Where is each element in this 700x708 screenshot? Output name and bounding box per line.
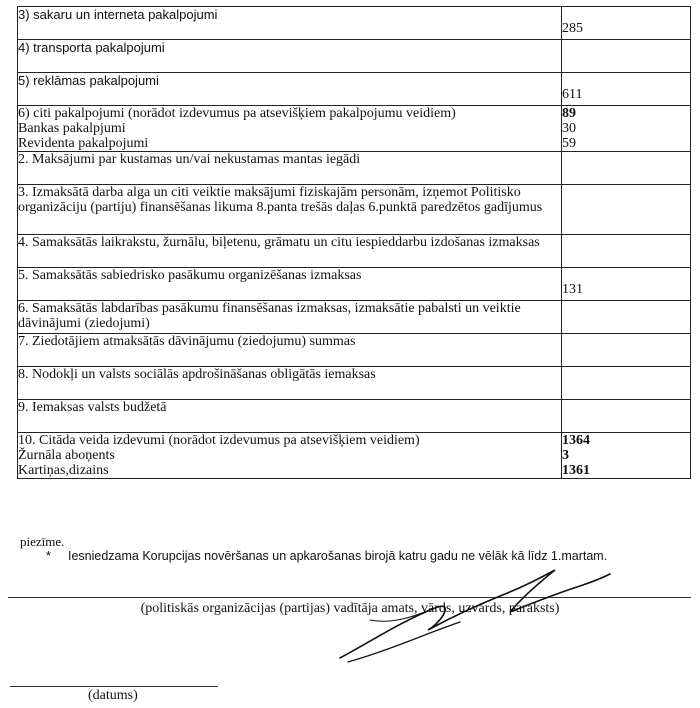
row-amount [562, 73, 691, 106]
table-row [18, 400, 691, 433]
row-amount [562, 334, 691, 367]
expense-table-body [18, 7, 691, 479]
amount-total: 89 [562, 106, 576, 121]
row-description [18, 433, 562, 479]
row-description [18, 73, 562, 106]
row-sublabel: Kartiņas,dizains [18, 463, 109, 478]
footnote-text: Iesniedzama Korupcijas novēršanas un apkarošanas birojā katru gadu ne vēlāk kā līdz 1.martam. [68, 549, 608, 563]
handwritten-signature [330, 560, 620, 670]
table-row [18, 152, 691, 185]
row-amount [562, 301, 691, 334]
row-description [18, 235, 562, 268]
table-row [18, 40, 691, 73]
amount-item: 59 [562, 136, 576, 151]
row-label: 10. Citāda veida izdevumi (norādot izdevumus pa atsevišķiem veidiem) [18, 433, 420, 448]
row-sublabel: Bankas pakalpjumi [18, 121, 126, 136]
amount-item: 1361 [562, 463, 590, 478]
amount-item: 3 [562, 448, 569, 463]
row-description [18, 367, 562, 400]
row-label: 6. Samaksātās labdarības pasākumu finansēšanas izmaksas, izmaksātie pabalsti un veiktie dāvinājumi (ziedojumi) [18, 301, 521, 331]
table-row [18, 235, 691, 268]
row-amount [562, 7, 691, 40]
table-row [18, 367, 691, 400]
table-row [18, 106, 691, 152]
row-amount [562, 40, 691, 73]
row-description [18, 106, 562, 152]
row-description [18, 40, 562, 73]
row-sublabel: Revidenta pakalpojumi [18, 136, 149, 151]
note-label: piezīme. [20, 534, 65, 549]
row-label: 6) citi pakalpojumi (norādot izdevumus pa atsevišķiem pakalpojumu veidiem) [18, 106, 456, 121]
row-label: 4. Samaksātās laikrakstu, žurnālu, biļetenu, grāmatu un citu iespieddarbu izdošanas izmaksas [18, 235, 540, 250]
row-description [18, 334, 562, 367]
row-amount [562, 400, 691, 433]
row-label: 5. Samaksātās sabiedrisko pasākumu organizēšanas izmaksas [18, 268, 362, 283]
amount-total: 1364 [562, 433, 590, 448]
row-description [18, 400, 562, 433]
date-caption: (datums) [88, 688, 138, 703]
row-description [18, 152, 562, 185]
row-sublabel: Žurnāla aboņents [18, 448, 115, 463]
row-description [18, 301, 562, 334]
row-label: 7. Ziedotājiem atmaksātās dāvinājumu (ziedojumu) summas [18, 334, 356, 349]
row-label: 9. Iemaksas valsts budžetā [18, 400, 167, 415]
row-description [18, 7, 562, 40]
date-line [10, 686, 218, 687]
row-amount [562, 106, 691, 152]
amount-total: 285 [562, 21, 583, 36]
table-row [18, 301, 691, 334]
row-amount [562, 367, 691, 400]
table-row [18, 268, 691, 301]
signature-caption: (politiskās organizācijas (partijas) vadītāja amats, vārds, uzvārds, paraksts) [140, 601, 560, 616]
row-label: 3. Izmaksātā darba alga un citi veiktie maksājumi fiziskajām personām, izņemot Politisko organizāciju (partiju) finansēšanas likuma 8.panta trešās daļas 6.punktā paredzētos gadījumus [18, 185, 543, 215]
expense-table [17, 6, 691, 479]
row-label: 8. Nodokļi un valsts sociālās apdrošināšanas obligātās iemaksas [18, 367, 376, 382]
row-amount [562, 433, 691, 479]
amount-item: 30 [562, 121, 576, 136]
row-label: 4) transporta pakalpojumi [18, 40, 165, 55]
row-amount [562, 268, 691, 301]
row-description [18, 185, 562, 235]
table-row [18, 185, 691, 235]
row-label: 2. Maksājumi par kustamas un/vai nekustamas mantas iegādi [18, 152, 361, 167]
row-label: 3) sakaru un interneta pakalpojumi [18, 7, 218, 22]
table-row [18, 7, 691, 40]
row-amount [562, 235, 691, 268]
table-row [18, 433, 691, 479]
table-row [18, 73, 691, 106]
amount-total: 611 [562, 87, 583, 102]
row-label: 5) reklāmas pakalpojumi [18, 73, 159, 88]
row-amount [562, 152, 691, 185]
table-row [18, 334, 691, 367]
row-description [18, 268, 562, 301]
amount-total: 131 [562, 282, 583, 297]
row-amount [562, 185, 691, 235]
footnote-star: * [46, 549, 51, 563]
